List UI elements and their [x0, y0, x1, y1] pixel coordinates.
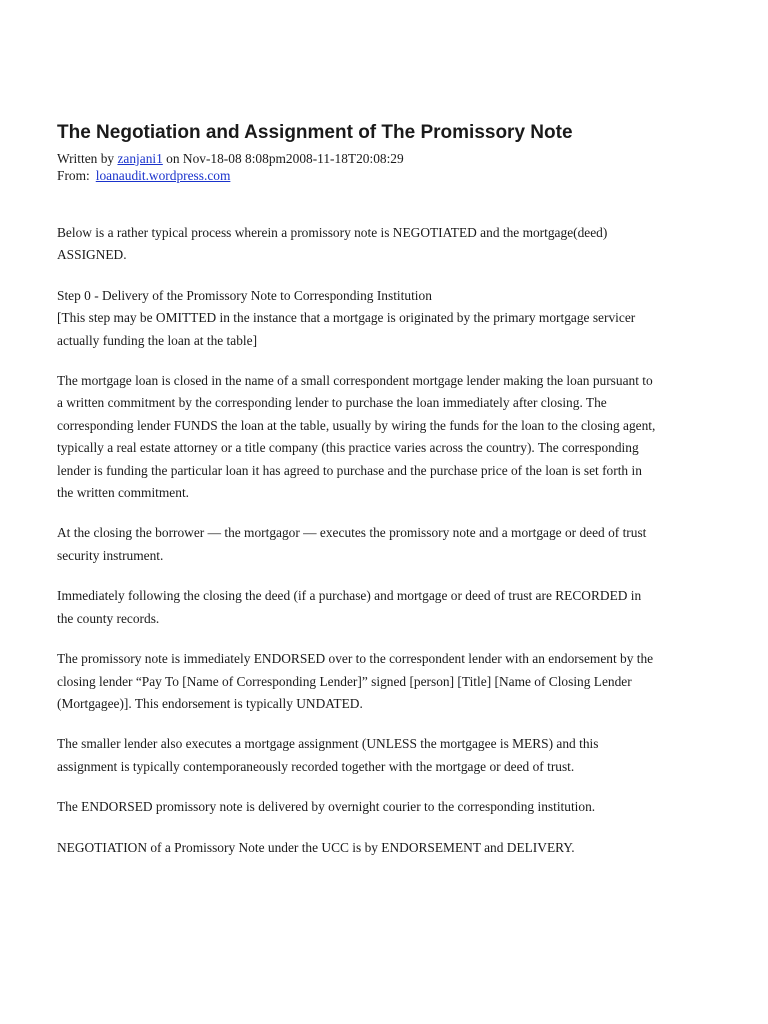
- paragraph-negotiation: NEGOTIATION of a Promissory Note under the UCC is by ENDORSEMENT and DELIVERY.: [57, 839, 575, 855]
- paragraph-recording: Immediately following the closing the deed (if a purchase) and mortgage or deed of trust are RECORDED in the county records.: [57, 588, 642, 626]
- article-body: [57, 222, 656, 859]
- source-line: [57, 167, 656, 184]
- source-link[interactable]: loanaudit.wordpress.com: [95, 168, 231, 183]
- author-link[interactable]: zanjani1: [117, 151, 163, 166]
- paragraph-delivery: The ENDORSED promissory note is delivered by overnight courier to the corresponding institution.: [57, 799, 596, 815]
- paragraph-closing-process: The mortgage loan is closed in the name of a small correspondent mortgage lender making the loan pursuant to a written commitment by the corresponding lender to purchase the loan immediately after closing. The corresponding lender FUNDS the loan at the table, usually by wiring the funds for the loan to the closing agent, typically a real estate attorney or a title company (this practice varies across the country). The corresponding lender is funding the particular loan it has agreed to purchase and the purchase price of the loan is set forth in the written commitment.: [57, 373, 656, 501]
- paragraph-endorsement: The promissory note is immediately ENDORSED over to the correspondent lender with an endorsement by the closing lender “Pay To [Name of Corresponding Lender]” signed [person] [Title] [Name of Closing Lender (Mortgagee)]. This endorsement is typically UNDATED.: [57, 651, 654, 711]
- step-0-title: Step 0 - Delivery of the Promissory Note to Corresponding Institution: [57, 287, 432, 303]
- from-label: From:: [57, 168, 90, 183]
- paragraph-borrower-executes: At the closing the borrower — the mortgagor — executes the promissory note and a mortgage or deed of trust security instrument.: [57, 525, 647, 563]
- byline: [57, 150, 656, 167]
- article-meta: [57, 150, 656, 184]
- byline-date: on Nov-18-08 8:08pm2008-11-18T20:08:29: [162, 151, 404, 166]
- step-0-note: [This step may be OMITTED in the instance that a mortgage is originated by the primary mortgage servicer actually funding the loan at the table]: [57, 310, 636, 348]
- article-title: The Negotiation and Assignment of The Promissory Note: [57, 122, 573, 143]
- byline-prefix: Written by: [57, 151, 118, 166]
- paragraph-intro: Below is a rather typical process wherein a promissory note is NEGOTIATED and the mortgage(deed) ASSIGNED.: [57, 225, 608, 263]
- paragraph-assignment: The smaller lender also executes a mortgage assignment (UNLESS the mortgagee is MERS) and this assignment is typically contemporaneously recorded together with the mortgage or deed of trust.: [57, 736, 599, 774]
